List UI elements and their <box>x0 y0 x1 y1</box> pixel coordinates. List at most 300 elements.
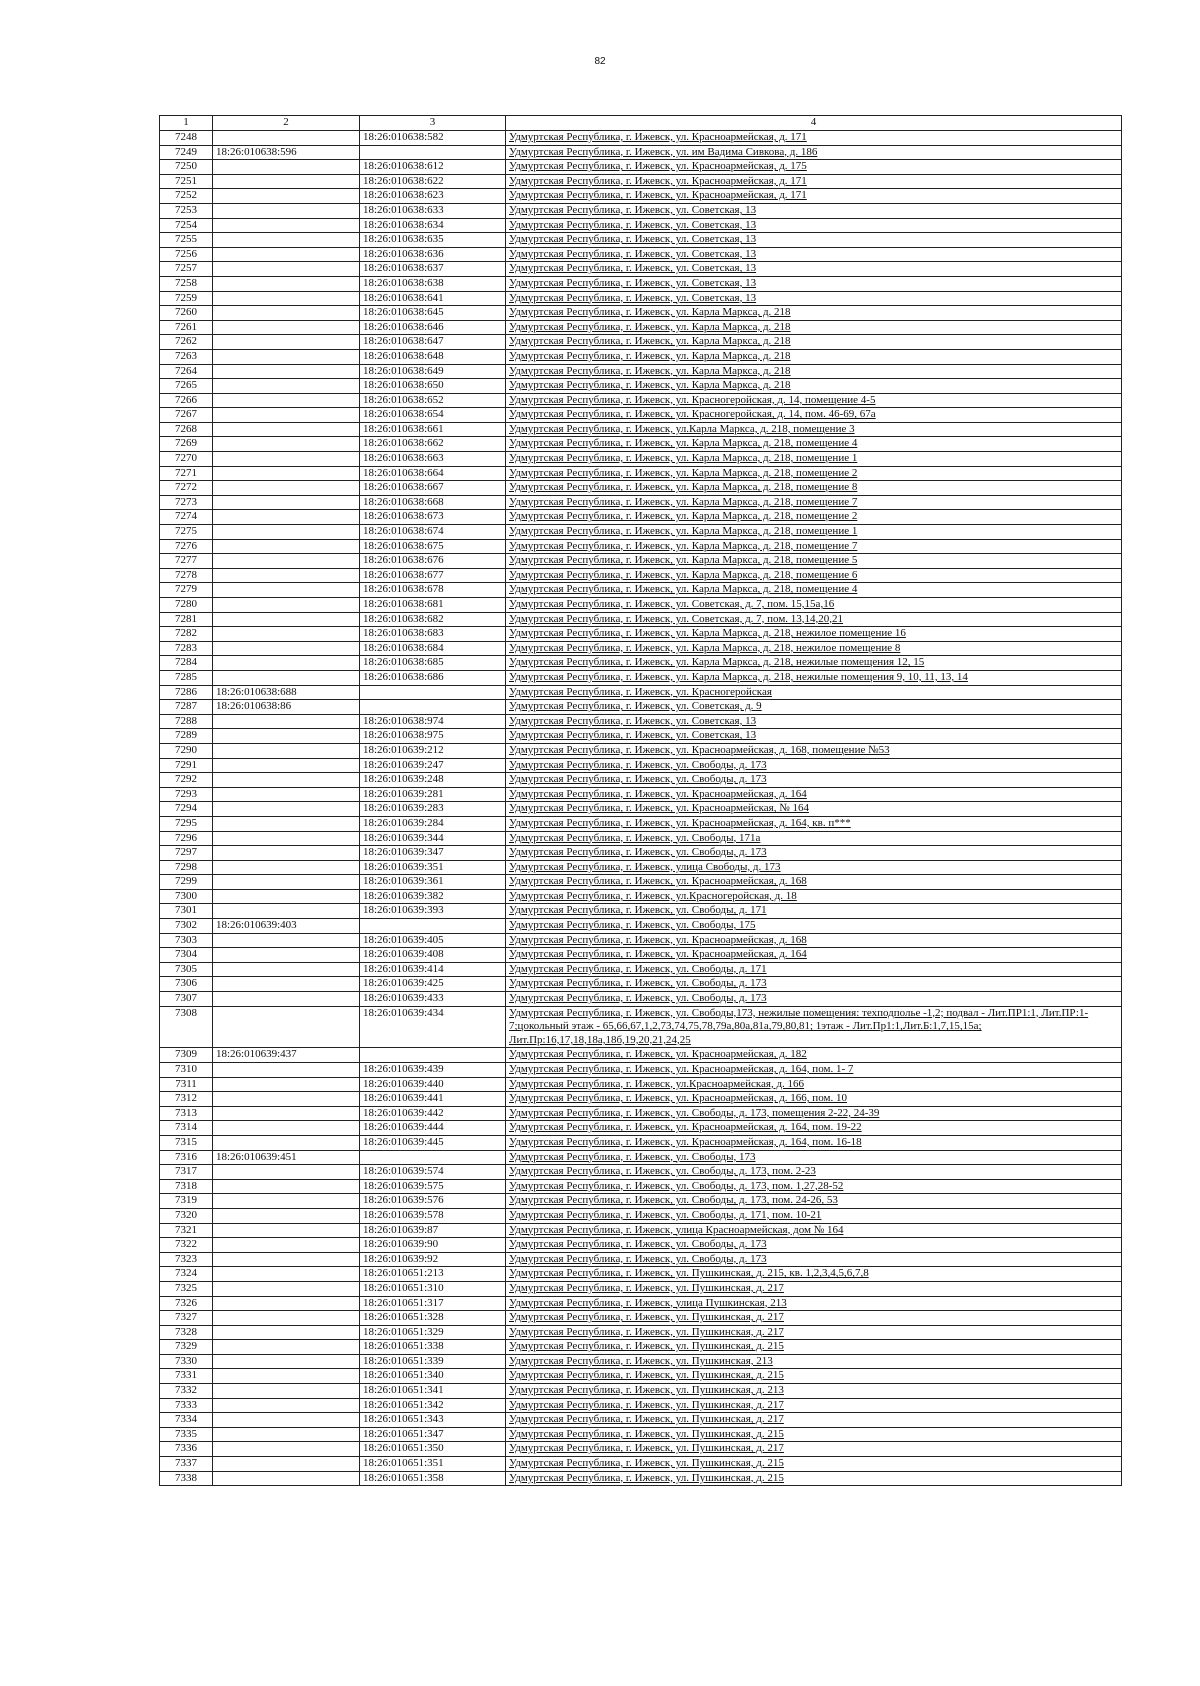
table-row <box>160 831 1122 846</box>
cadastral-number-land <box>213 1106 360 1121</box>
table-row <box>160 466 1122 481</box>
cadastral-number-building <box>360 1150 506 1165</box>
table-row <box>160 1354 1122 1369</box>
address <box>506 1135 1122 1150</box>
address-text: Удмуртская Республика, г. Ижевск, ул. Красноармейская, д. 168 <box>509 933 807 946</box>
row-number: 7334 <box>160 1413 213 1428</box>
cadastral-number-building: 18:26:010651:341 <box>360 1384 506 1399</box>
cadastral-number-land <box>213 598 360 613</box>
table-row <box>160 1296 1122 1311</box>
address <box>506 1150 1122 1165</box>
table-row <box>160 262 1122 277</box>
table-row <box>160 1311 1122 1326</box>
cadastral-number-land <box>213 203 360 218</box>
table-row <box>160 1238 1122 1253</box>
cadastral-number-land <box>213 670 360 685</box>
table-row <box>160 1281 1122 1296</box>
address <box>506 1223 1122 1238</box>
table-row <box>160 379 1122 394</box>
address <box>506 714 1122 729</box>
address <box>506 568 1122 583</box>
cadastral-number-land <box>213 1238 360 1253</box>
address <box>506 1121 1122 1136</box>
table-row <box>160 1106 1122 1121</box>
cadastral-number-building: 18:26:010638:677 <box>360 568 506 583</box>
cadastral-number-land <box>213 992 360 1007</box>
cadastral-number-land: 18:26:010639:437 <box>213 1048 360 1063</box>
cadastral-number-land <box>213 1223 360 1238</box>
row-number: 7294 <box>160 802 213 817</box>
address-text: Удмуртская Республика, г. Ижевск, ул.Красноармейская, д. 166 <box>509 1077 805 1090</box>
table-row <box>160 568 1122 583</box>
cadastral-number-building: 18:26:010639:248 <box>360 773 506 788</box>
row-number: 7271 <box>160 466 213 481</box>
cadastral-number-building: 18:26:010651:339 <box>360 1354 506 1369</box>
address <box>506 977 1122 992</box>
table-row <box>160 919 1122 934</box>
address-text: Удмуртская Республика, г. Ижевск, ул. Пушкинская, д. 213 <box>509 1384 784 1397</box>
cadastral-number-building: 18:26:010651:338 <box>360 1340 506 1355</box>
address <box>506 262 1122 277</box>
row-number: 7289 <box>160 729 213 744</box>
address-text: Удмуртская Республика, г. Ижевск, ул. Красноармейская, д. 166, пом. 10 <box>509 1092 847 1105</box>
row-number: 7267 <box>160 408 213 423</box>
cadastral-number-building: 18:26:010638:668 <box>360 495 506 510</box>
address <box>506 1325 1122 1340</box>
cadastral-number-building: 18:26:010639:425 <box>360 977 506 992</box>
address-text: Удмуртская Республика, г. Ижевск, ул. Советская, 13 <box>509 714 757 727</box>
address <box>506 1179 1122 1194</box>
cadastral-number-building: 18:26:010638:649 <box>360 364 506 379</box>
row-number: 7328 <box>160 1325 213 1340</box>
row-number: 7256 <box>160 247 213 262</box>
address-text: Удмуртская Республика, г. Ижевск, ул. Советская, 13 <box>509 218 757 231</box>
table-row <box>160 1048 1122 1063</box>
cadastral-number-building <box>360 700 506 715</box>
address-text: Удмуртская Республика, г. Ижевск, ул. Красноармейская, № 164 <box>509 802 809 815</box>
cadastral-number-building: 18:26:010638:674 <box>360 525 506 540</box>
table-row <box>160 962 1122 977</box>
table-row <box>160 408 1122 423</box>
address-text: Удмуртская Республика, г. Ижевск, ул. Пушкинская, д. 217 <box>509 1413 784 1426</box>
row-number: 7254 <box>160 218 213 233</box>
address-text: Удмуртская Республика, г. Ижевск, ул. Красноармейская, д. 164, кв. п*** <box>509 816 851 829</box>
cadastral-number-land <box>213 306 360 321</box>
address <box>506 160 1122 175</box>
cadastral-number-land <box>213 846 360 861</box>
address <box>506 510 1122 525</box>
address <box>506 612 1122 627</box>
cadastral-number-building: 18:26:010639:212 <box>360 743 506 758</box>
table-row <box>160 758 1122 773</box>
cadastral-number-land <box>213 495 360 510</box>
address-text: Удмуртская Республика, г. Ижевск, ул. Свободы, д. 173 <box>509 992 767 1005</box>
cadastral-number-land: 18:26:010639:403 <box>213 919 360 934</box>
row-number: 7291 <box>160 758 213 773</box>
table-row <box>160 612 1122 627</box>
cadastral-number-building: 18:26:010651:213 <box>360 1267 506 1282</box>
address-text: Удмуртская Республика, г. Ижевск, ул. Пушкинская, д. 217 <box>509 1442 784 1455</box>
cadastral-number-land <box>213 276 360 291</box>
address <box>506 816 1122 831</box>
table-row <box>160 349 1122 364</box>
address <box>506 933 1122 948</box>
cadastral-number-building <box>360 145 506 160</box>
table-row <box>160 320 1122 335</box>
cadastral-number-building: 18:26:010638:663 <box>360 452 506 467</box>
address-text: Удмуртская Республика, г. Ижевск, ул. Советская, д. 9 <box>509 700 762 713</box>
header-col-2: 2 <box>213 116 360 131</box>
address-text: Удмуртская Республика, г. Ижевск, ул. Свободы, 173 <box>509 1150 756 1163</box>
table-row <box>160 860 1122 875</box>
cadastral-number-building: 18:26:010651:310 <box>360 1281 506 1296</box>
cadastral-number-land <box>213 218 360 233</box>
table-row <box>160 773 1122 788</box>
cadastral-number-building: 18:26:010638:635 <box>360 233 506 248</box>
cadastral-number-building: 18:26:010651:358 <box>360 1471 506 1486</box>
address-text: Удмуртская Республика, г. Ижевск, ул. Пушкинская, д. 215 <box>509 1340 784 1353</box>
cadastral-number-land <box>213 583 360 598</box>
table-row <box>160 1092 1122 1107</box>
header-row <box>160 116 1122 131</box>
row-number: 7283 <box>160 641 213 656</box>
address-text: Удмуртская Республика, г. Ижевск, ул. Красноармейская, д. 171 <box>509 131 807 143</box>
table-row <box>160 787 1122 802</box>
cadastral-number-land <box>213 875 360 890</box>
address <box>506 802 1122 817</box>
address-text: Удмуртская Республика, г. Ижевск, ул. Свободы, д. 173 <box>509 1252 767 1265</box>
cadastral-number-building: 18:26:010638:637 <box>360 262 506 277</box>
address-text: Удмуртская Республика, г. Ижевск, ул. Свободы, д. 171, пом. 10-21 <box>509 1208 822 1221</box>
cadastral-number-building: 18:26:010638:681 <box>360 598 506 613</box>
address-text: Удмуртская Республика, г. Ижевск, ул. Карла Маркса, д. 218, помещение 4 <box>509 583 858 596</box>
row-number: 7295 <box>160 816 213 831</box>
row-number: 7276 <box>160 539 213 554</box>
row-number: 7312 <box>160 1092 213 1107</box>
address-text: Удмуртская Республика, г. Ижевск, ул. Карла Маркса, д. 218 <box>509 306 791 319</box>
address-text: Удмуртская Республика, г. Ижевск, ул. Свободы, д. 173 <box>509 773 767 786</box>
address <box>506 670 1122 685</box>
address-text: Удмуртская Республика, г. Ижевск, ул. Красногеройская, д. 14, помещение 4-5 <box>509 393 876 406</box>
table-row <box>160 685 1122 700</box>
row-number: 7296 <box>160 831 213 846</box>
row-number: 7290 <box>160 743 213 758</box>
address <box>506 1296 1122 1311</box>
cadastral-number-building: 18:26:010638:612 <box>360 160 506 175</box>
cadastral-number-land <box>213 291 360 306</box>
row-number: 7318 <box>160 1179 213 1194</box>
cadastral-number-land <box>213 1398 360 1413</box>
row-number: 7258 <box>160 276 213 291</box>
cadastral-number-building: 18:26:010639:247 <box>360 758 506 773</box>
table-row <box>160 218 1122 233</box>
address-text: Удмуртская Республика, г. Ижевск, ул. Карла Маркса, д. 218, помещение 2 <box>509 510 858 523</box>
table-row <box>160 233 1122 248</box>
cadastral-number-land: 18:26:010639:451 <box>213 1150 360 1165</box>
cadastral-number-building: 18:26:010638:634 <box>360 218 506 233</box>
address-text: Удмуртская Республика, г. Ижевск, ул. Пушкинская, д. 215, кв. 1,2,3,4,5,6,7,8 <box>509 1267 869 1280</box>
address-text: Удмуртская Республика, г. Ижевск, ул. Красноармейская, д. 164, пом. 16-18 <box>509 1135 862 1148</box>
cadastral-number-building: 18:26:010651:342 <box>360 1398 506 1413</box>
table-row <box>160 802 1122 817</box>
address-text: Удмуртская Республика, г. Ижевск, ул. Свободы, д. 173 <box>509 977 767 990</box>
row-number: 7337 <box>160 1457 213 1472</box>
row-number: 7277 <box>160 554 213 569</box>
row-number: 7335 <box>160 1427 213 1442</box>
row-number: 7336 <box>160 1442 213 1457</box>
address-text: Удмуртская Республика, г. Ижевск, ул. Карла Маркса, д. 218 <box>509 335 791 348</box>
row-number: 7309 <box>160 1048 213 1063</box>
table-row <box>160 1398 1122 1413</box>
cadastral-number-land <box>213 977 360 992</box>
table-row <box>160 1194 1122 1209</box>
cadastral-number-land <box>213 233 360 248</box>
cadastral-number-building: 18:26:010639:347 <box>360 846 506 861</box>
cadastral-number-building: 18:26:010638:648 <box>360 349 506 364</box>
cadastral-number-land <box>213 408 360 423</box>
address-text: Удмуртская Республика, г. Ижевск, ул. Пушкинская, д. 217 <box>509 1325 784 1338</box>
address <box>506 1398 1122 1413</box>
row-number: 7257 <box>160 262 213 277</box>
table-row <box>160 291 1122 306</box>
table-row <box>160 933 1122 948</box>
cadastral-number-land <box>213 554 360 569</box>
row-number: 7323 <box>160 1252 213 1267</box>
table-row <box>160 437 1122 452</box>
table-row <box>160 1121 1122 1136</box>
cadastral-number-building: 18:26:010639:361 <box>360 875 506 890</box>
header-col-4: 4 <box>506 116 1122 131</box>
address-text: Удмуртская Республика, г. Ижевск, ул. Пушкинская, д. 217 <box>509 1281 784 1294</box>
address <box>506 466 1122 481</box>
address-text: Удмуртская Республика, г. Ижевск, ул. Красноармейская, д. 171 <box>509 174 807 187</box>
cadastral-number-building: 18:26:010639:441 <box>360 1092 506 1107</box>
address-text: Удмуртская Республика, г. Ижевск, ул. Красногеройская, д. 14, пом. 46-69, 67а <box>509 408 876 421</box>
address-text: Удмуртская Республика, г. Ижевск, ул. Карла Маркса, д. 218, помещение 2 <box>509 466 858 479</box>
row-number: 7253 <box>160 203 213 218</box>
address <box>506 1413 1122 1428</box>
cadastral-number-land <box>213 247 360 262</box>
address <box>506 364 1122 379</box>
cadastral-number-building: 18:26:010638:647 <box>360 335 506 350</box>
cadastral-number-land <box>213 1267 360 1282</box>
address-text: Удмуртская Республика, г. Ижевск, ул. Красноармейская, д. 175 <box>509 160 807 173</box>
cadastral-number-land: 18:26:010638:596 <box>213 145 360 160</box>
address-text: Удмуртская Республика, г. Ижевск, ул. Красноармейская, д. 164, пом. 19-22 <box>509 1121 862 1134</box>
cadastral-number-building: 18:26:010639:351 <box>360 860 506 875</box>
page-number: 82 <box>594 56 606 67</box>
address <box>506 1063 1122 1078</box>
row-number: 7285 <box>160 670 213 685</box>
cadastral-number-land <box>213 612 360 627</box>
address <box>506 919 1122 934</box>
cadastral-number-land <box>213 1281 360 1296</box>
address-text: Удмуртская Республика, г. Ижевск, ул. Советская, д. 7, пом. 15,15а,16 <box>509 598 835 610</box>
address-text: Удмуртская Республика, г. Ижевск, ул. Свободы, 175 <box>509 919 756 932</box>
cadastral-number-building: 18:26:010638:654 <box>360 408 506 423</box>
row-number: 7280 <box>160 598 213 613</box>
row-number: 7321 <box>160 1223 213 1238</box>
address-text: Удмуртская Республика, г. Ижевск, ул. Советская, 13 <box>509 203 757 216</box>
row-number: 7315 <box>160 1135 213 1150</box>
address-text: Удмуртская Республика, г. Ижевск, ул. Красноармейская, д. 168, помещение №53 <box>509 743 890 756</box>
cadastral-number-land <box>213 1427 360 1442</box>
cadastral-number-land <box>213 1340 360 1355</box>
address-text: Удмуртская Республика, г. Ижевск, улица Пушкинская, 213 <box>509 1296 787 1309</box>
address-text: Удмуртская Республика, г. Ижевск, ул. Советская, 13 <box>509 262 757 275</box>
cadastral-number-building: 18:26:010651:329 <box>360 1325 506 1340</box>
table-row <box>160 203 1122 218</box>
table-row <box>160 700 1122 715</box>
cadastral-number-building: 18:26:010639:393 <box>360 904 506 919</box>
table-row <box>160 276 1122 291</box>
cadastral-number-land <box>213 787 360 802</box>
cadastral-number-building: 18:26:010639:283 <box>360 802 506 817</box>
table-row <box>160 422 1122 437</box>
address <box>506 598 1122 613</box>
address <box>506 1471 1122 1486</box>
address-text: Удмуртская Республика, г. Ижевск, ул. Карла Маркса, д. 218, помещение 6 <box>509 568 858 581</box>
address-text: Удмуртская Республика, г. Ижевск, ул. Свободы, д. 173, пом. 24-26, 53 <box>509 1194 838 1207</box>
cadastral-number-building: 18:26:010639:382 <box>360 889 506 904</box>
address <box>506 320 1122 335</box>
address-text: Удмуртская Республика, г. Ижевск, ул. Карла Маркса, д. 218 <box>509 320 791 333</box>
row-number: 7332 <box>160 1384 213 1399</box>
table-row <box>160 539 1122 554</box>
cadastral-number-land <box>213 1165 360 1180</box>
address-text: Удмуртская Республика, г. Ижевск, ул. Советская, д. 7, пом. 13,14,20,21 <box>509 612 844 625</box>
address <box>506 904 1122 919</box>
address <box>506 393 1122 408</box>
table-row <box>160 583 1122 598</box>
row-number: 7319 <box>160 1194 213 1209</box>
row-number: 7313 <box>160 1106 213 1121</box>
address <box>506 1048 1122 1063</box>
address-text: Удмуртская Республика, г. Ижевск, ул. Красноармейская, д. 164 <box>509 787 807 800</box>
cadastral-number-building: 18:26:010638:678 <box>360 583 506 598</box>
address <box>506 218 1122 233</box>
address <box>506 349 1122 364</box>
row-number: 7322 <box>160 1238 213 1253</box>
cadastral-number-building: 18:26:010638:684 <box>360 641 506 656</box>
table-row <box>160 145 1122 160</box>
address <box>506 291 1122 306</box>
address-text: Удмуртская Республика, г. Ижевск, ул. Красногеройская <box>509 685 772 698</box>
cadastral-number-building: 18:26:010639:284 <box>360 816 506 831</box>
cadastral-number-land <box>213 860 360 875</box>
cadastral-number-land <box>213 1179 360 1194</box>
address-text: Удмуртская Республика, г. Ижевск, ул. Карла Маркса, д. 218, помещение 5 <box>509 554 858 567</box>
cadastral-number-land <box>213 1354 360 1369</box>
table-row <box>160 247 1122 262</box>
table-row <box>160 656 1122 671</box>
address <box>506 306 1122 321</box>
table-row <box>160 174 1122 189</box>
cadastral-number-building: 18:26:010638:652 <box>360 393 506 408</box>
row-number: 7255 <box>160 233 213 248</box>
address-text: Удмуртская Республика, г. Ижевск, ул. Свободы, д. 173 <box>509 1238 767 1251</box>
cadastral-number-land <box>213 1121 360 1136</box>
cadastral-number-building: 18:26:010638:641 <box>360 291 506 306</box>
cadastral-number-building: 18:26:010639:405 <box>360 933 506 948</box>
cadastral-number-land <box>213 1471 360 1486</box>
row-number: 7329 <box>160 1340 213 1355</box>
address-text: Удмуртская Республика, г. Ижевск, ул. им Вадима Сивкова, д. 186 <box>509 145 818 158</box>
cadastral-number-building <box>360 1048 506 1063</box>
cadastral-number-building: 18:26:010639:578 <box>360 1208 506 1223</box>
cadastral-number-building: 18:26:010638:582 <box>360 131 506 146</box>
cadastral-number-building: 18:26:010639:444 <box>360 1121 506 1136</box>
cadastral-number-building: 18:26:010639:574 <box>360 1165 506 1180</box>
table-row <box>160 948 1122 963</box>
address <box>506 787 1122 802</box>
row-number: 7265 <box>160 379 213 394</box>
address <box>506 481 1122 496</box>
address <box>506 379 1122 394</box>
cadastral-number-building: 18:26:010639:576 <box>360 1194 506 1209</box>
address-text: Удмуртская Республика, г. Ижевск, ул. Красноармейская, д. 164 <box>509 948 807 961</box>
address-text: Удмуртская Республика, г. Ижевск, ул. Советская, 13 <box>509 247 757 260</box>
address <box>506 495 1122 510</box>
address <box>506 131 1122 146</box>
row-number: 7282 <box>160 627 213 642</box>
address-text: Удмуртская Республика, г. Ижевск, ул. Карла Маркса, д. 218, помещение 7 <box>509 539 858 552</box>
row-number: 7279 <box>160 583 213 598</box>
address-text: Удмуртская Республика, г. Ижевск, ул. Свободы, д. 173, помещения 2-22, 24-39 <box>509 1106 880 1119</box>
cadastral-number-land <box>213 452 360 467</box>
address-text: Удмуртская Республика, г. Ижевск, ул. Пушкинская, д. 217 <box>509 1311 784 1324</box>
cadastral-number-land <box>213 320 360 335</box>
address <box>506 1238 1122 1253</box>
row-number: 7281 <box>160 612 213 627</box>
cadastral-number-building: 18:26:010639:439 <box>360 1063 506 1078</box>
row-number: 7324 <box>160 1267 213 1282</box>
cadastral-number-land <box>213 1457 360 1472</box>
cadastral-number-land <box>213 831 360 846</box>
cadastral-number-building <box>360 685 506 700</box>
table-row <box>160 1063 1122 1078</box>
cadastral-number-building: 18:26:010638:650 <box>360 379 506 394</box>
row-number: 7307 <box>160 992 213 1007</box>
row-number: 7278 <box>160 568 213 583</box>
address <box>506 1281 1122 1296</box>
address <box>506 641 1122 656</box>
table-row <box>160 1165 1122 1180</box>
table-row <box>160 306 1122 321</box>
cadastral-number-land <box>213 1208 360 1223</box>
row-number: 7263 <box>160 349 213 364</box>
address-text: Удмуртская Республика, г. Ижевск, ул.Красногеройская, д. 18 <box>509 889 797 902</box>
address-text: Удмуртская Республика, г. Ижевск, ул. Красноармейская, д. 168 <box>509 875 807 888</box>
address <box>506 875 1122 890</box>
cadastral-number-land <box>213 422 360 437</box>
row-number: 7287 <box>160 700 213 715</box>
address-text: Удмуртская Республика, г. Ижевск, ул. Карла Маркса, д. 218 <box>509 349 791 362</box>
address <box>506 1165 1122 1180</box>
address-text: Удмуртская Республика, г. Ижевск, ул. Карла Маркса, д. 218, нежилые помещения 12, 15 <box>509 656 925 669</box>
address-text: Удмуртская Республика, г. Ижевск, ул. Карла Маркса, д. 218, помещение 1 <box>509 525 858 538</box>
cadastral-number-building: 18:26:010638:686 <box>360 670 506 685</box>
address <box>506 1252 1122 1267</box>
address-text: Удмуртская Республика, г. Ижевск, ул. Свободы, 171а <box>509 831 761 844</box>
address <box>506 685 1122 700</box>
cadastral-number-land <box>213 437 360 452</box>
cadastral-number-building: 18:26:010638:633 <box>360 203 506 218</box>
table-row <box>160 904 1122 919</box>
address <box>506 758 1122 773</box>
address <box>506 554 1122 569</box>
table-row <box>160 1340 1122 1355</box>
